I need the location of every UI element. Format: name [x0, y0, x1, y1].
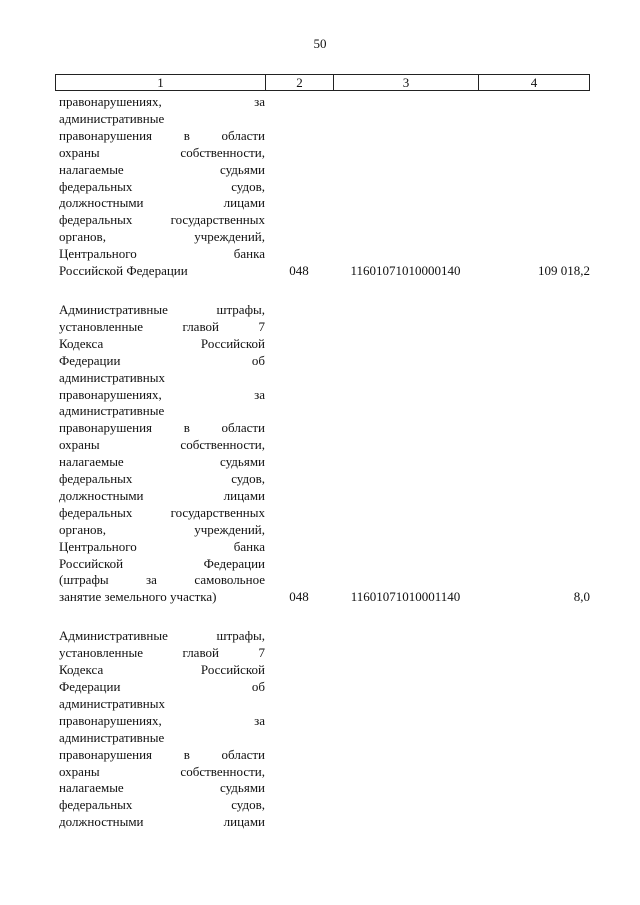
- header-col-1: 1: [56, 75, 266, 90]
- cell-text-line: охраны собственности,: [59, 763, 265, 779]
- cell-text-line: установленные главой 7: [59, 645, 265, 661]
- cell-classification-code: 11601071010000140: [350, 263, 461, 279]
- header-col-3: 3: [334, 75, 479, 90]
- cell-text-line: охраны собственности,: [59, 144, 265, 160]
- cell-text-line: Кодекса Российской: [59, 335, 265, 351]
- cell-text-line: административных: [59, 695, 165, 711]
- cell-admin-code: 048: [289, 263, 309, 279]
- cell-amount: 109 018,2: [538, 263, 590, 279]
- cell-text-line: Российской Федерации: [59, 555, 265, 571]
- cell-text-line: федеральных государственных: [59, 504, 265, 520]
- cell-text-line: должностными лицами: [59, 195, 265, 211]
- cell-text-line: налагаемые судьями: [59, 780, 265, 796]
- cell-text-line: органов, учреждений,: [59, 521, 265, 537]
- cell-text-line: Кодекса Российской: [59, 662, 265, 678]
- cell-text-line: Российской Федерации: [59, 263, 188, 279]
- cell-text-line: Центрального банка: [59, 246, 265, 262]
- cell-text-line: Административные штрафы,: [59, 301, 265, 317]
- cell-text-line: налагаемые судьями: [59, 161, 265, 177]
- cell-text-line: (штрафы за самовольное: [59, 572, 265, 588]
- cell-text-line: должностными лицами: [59, 487, 265, 503]
- table-header-row: [55, 74, 590, 91]
- table-row: [55, 94, 590, 280]
- cell-text-line: должностными лицами: [59, 814, 265, 830]
- cell-classification-code: 11601071010001140: [350, 589, 461, 605]
- cell-revenue-name: [55, 94, 265, 280]
- table-row: [55, 628, 590, 831]
- cell-text-line: правонарушениях, за: [59, 712, 265, 728]
- cell-text-line: административные: [59, 729, 165, 745]
- cell-text-line: правонарушениях, за: [59, 386, 265, 402]
- cell-classification-code: [333, 628, 478, 831]
- cell-text-line: Центрального банка: [59, 538, 265, 554]
- cell-text-line: административных: [59, 369, 165, 385]
- cell-text-line: правонарушения в области: [59, 420, 265, 436]
- cell-text-line: Федерации об: [59, 352, 265, 368]
- cell-text-line: правонарушения в области: [59, 746, 265, 762]
- cell-text-line: федеральных судов,: [59, 178, 265, 194]
- header-col-4: 4: [530, 75, 538, 90]
- cell-text-line: федеральных судов,: [59, 797, 265, 813]
- cell-text-line: федеральных государственных: [59, 212, 265, 228]
- cell-text-line: административные: [59, 403, 165, 419]
- cell-text-line: федеральных судов,: [59, 471, 265, 487]
- cell-text-line: правонарушениях, за: [59, 94, 265, 109]
- cell-text-line: занятие земельного участка): [59, 589, 217, 605]
- cell-text-line: Административные штрафы,: [59, 628, 265, 644]
- header-col-2: 2: [266, 75, 334, 90]
- cell-amount: 8,0: [573, 589, 590, 605]
- table-body: [55, 94, 590, 853]
- cell-revenue-name: [55, 302, 265, 606]
- table-row: [55, 302, 590, 606]
- cell-text-line: правонарушения в области: [59, 127, 265, 143]
- page-number: 50: [313, 36, 327, 51]
- cell-amount: [478, 628, 590, 831]
- cell-text-line: установленные главой 7: [59, 318, 265, 334]
- cell-admin-code: 048: [289, 589, 309, 605]
- cell-text-line: административные: [59, 110, 165, 126]
- cell-text-line: охраны собственности,: [59, 437, 265, 453]
- cell-text-line: Федерации об: [59, 679, 265, 694]
- cell-text-line: налагаемые судьями: [59, 454, 265, 470]
- cell-revenue-name: [55, 628, 265, 831]
- cell-admin-code: [265, 628, 333, 831]
- cell-text-line: органов, учреждений,: [59, 229, 265, 245]
